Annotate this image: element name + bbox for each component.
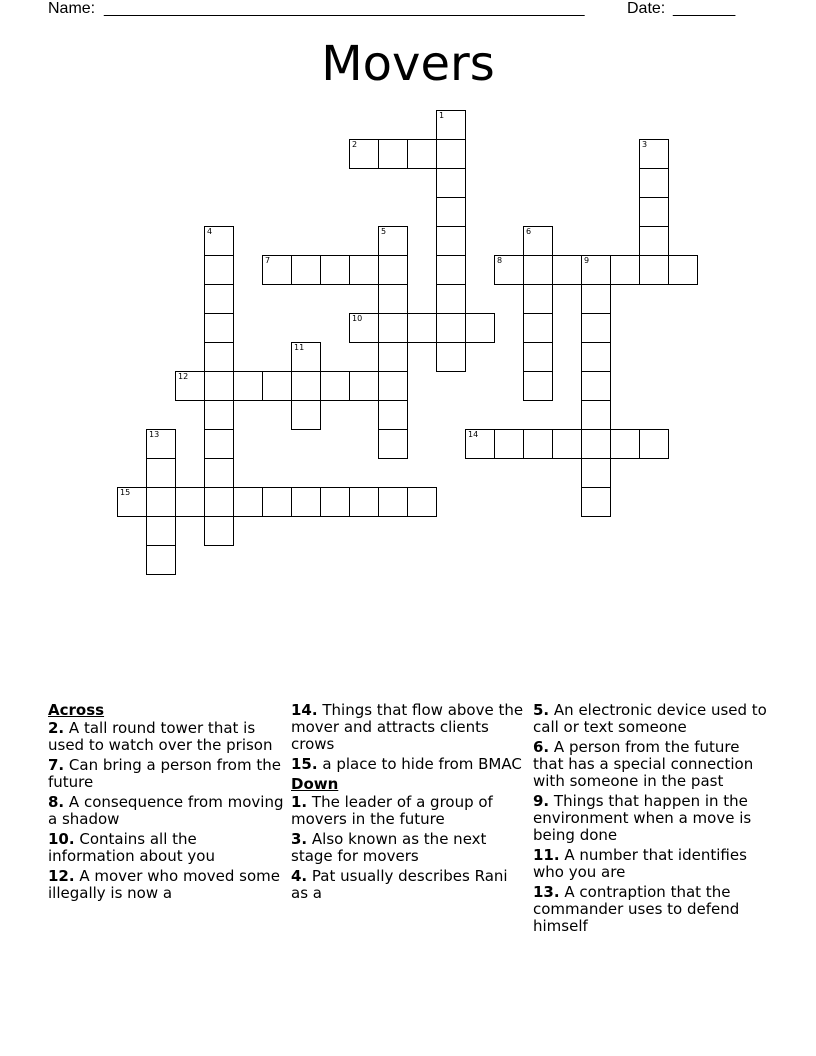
clue-across-14 [291, 702, 529, 753]
grid-cell[interactable] [204, 226, 234, 256]
grid-cell[interactable] [378, 226, 408, 256]
grid-cell[interactable] [465, 429, 495, 459]
grid-cell[interactable] [262, 487, 292, 517]
cell-number: 4 [207, 227, 213, 236]
clue-number: 9. [533, 792, 550, 810]
clue-text: The leader of a group of movers in the future [291, 793, 493, 828]
grid-cell[interactable] [639, 168, 669, 198]
clue-text: Pat usually describes Rani as a [291, 867, 508, 902]
clue-number: 8. [48, 793, 65, 811]
grid-cell[interactable] [204, 255, 234, 285]
clue-down-13 [533, 884, 771, 935]
clue-text: Things that flow above the mover and attracts clients crows [291, 701, 524, 753]
grid-cell[interactable] [320, 371, 350, 401]
clue-number: 4. [291, 867, 308, 885]
clue-number: 15. [291, 755, 318, 773]
grid-cell[interactable] [204, 400, 234, 430]
grid-cell[interactable] [349, 313, 379, 343]
grid-cell[interactable] [204, 342, 234, 372]
grid-cell[interactable] [378, 371, 408, 401]
clue-text: A consequence from moving a shadow [48, 793, 284, 828]
clue-down-4 [291, 868, 529, 902]
grid-cell[interactable] [204, 371, 234, 401]
clue-number: 10. [48, 830, 75, 848]
grid-cell[interactable] [291, 371, 321, 401]
cell-number: 9 [584, 256, 590, 265]
grid-cell[interactable] [407, 487, 437, 517]
clue-text: Can bring a person from the future [48, 756, 281, 791]
clue-number: 2. [48, 719, 65, 737]
clue-text: a place to hide from BMAC [322, 755, 522, 773]
clue-text: A mover who moved some illegally is now a [48, 867, 280, 902]
clue-column-1 [48, 702, 286, 905]
grid-cell[interactable] [407, 313, 437, 343]
grid-cell[interactable] [407, 139, 437, 169]
cell-number: 14 [468, 430, 479, 439]
cell-number: 2 [352, 140, 358, 149]
cell-number: 6 [526, 227, 532, 236]
grid-cell[interactable] [146, 545, 176, 575]
clue-down-11 [533, 847, 771, 881]
cell-number: 13 [149, 430, 160, 439]
grid-cell[interactable] [494, 429, 524, 459]
clue-column-2 [291, 702, 529, 905]
grid-cell[interactable] [639, 255, 669, 285]
grid-cell[interactable] [436, 284, 466, 314]
grid-cell[interactable] [552, 429, 582, 459]
grid-cell[interactable] [436, 255, 466, 285]
grid-cell[interactable] [175, 371, 205, 401]
grid-cell[interactable] [378, 139, 408, 169]
clue-down-1 [291, 794, 529, 828]
page-title: Movers [321, 36, 495, 92]
grid-cell[interactable] [639, 429, 669, 459]
name-field-line[interactable]: ______________________________________________________ [104, 0, 585, 17]
grid-cell[interactable] [523, 284, 553, 314]
grid-cell[interactable] [204, 516, 234, 546]
grid-cell[interactable] [494, 255, 524, 285]
grid-cell[interactable] [523, 226, 553, 256]
grid-cell[interactable] [581, 429, 611, 459]
clue-text: Things that happen in the environment when a move is being done [533, 792, 752, 844]
down-heading: Down [291, 775, 339, 793]
grid-cell[interactable] [233, 487, 263, 517]
grid-cell[interactable] [436, 197, 466, 227]
clue-number: 5. [533, 701, 550, 719]
clue-number: 13. [533, 883, 560, 901]
clue-number: 14. [291, 701, 318, 719]
grid-cell[interactable] [117, 487, 147, 517]
grid-cell[interactable] [262, 371, 292, 401]
clue-across-15 [291, 756, 529, 773]
cell-number: 10 [352, 314, 363, 323]
across-heading: Across [48, 701, 105, 719]
date-field-line[interactable]: _______ [673, 0, 736, 17]
grid-cell[interactable] [523, 342, 553, 372]
clue-across-8 [48, 794, 286, 828]
clue-column-3 [533, 702, 771, 938]
grid-cell[interactable] [639, 226, 669, 256]
clue-text: Contains all the information about you [48, 830, 215, 865]
grid-cell[interactable] [523, 429, 553, 459]
grid-cell[interactable] [639, 139, 669, 169]
clue-number: 1. [291, 793, 308, 811]
grid-cell[interactable] [204, 458, 234, 488]
grid-cell[interactable] [378, 255, 408, 285]
grid-cell[interactable] [610, 429, 640, 459]
grid-cell[interactable] [378, 284, 408, 314]
grid-cell[interactable] [320, 487, 350, 517]
grid-cell[interactable] [204, 284, 234, 314]
grid-cell[interactable] [349, 139, 379, 169]
cell-number: 8 [497, 256, 503, 265]
cell-number: 12 [178, 372, 189, 381]
grid-cell[interactable] [204, 487, 234, 517]
cell-number: 3 [642, 140, 648, 149]
cell-number: 7 [265, 256, 271, 265]
grid-cell[interactable] [146, 516, 176, 546]
grid-cell[interactable] [436, 226, 466, 256]
cell-number: 5 [381, 227, 387, 236]
clue-down-6 [533, 739, 771, 790]
grid-cell[interactable] [436, 168, 466, 198]
grid-cell[interactable] [465, 313, 495, 343]
grid-cell[interactable] [581, 284, 611, 314]
grid-cell[interactable] [436, 110, 466, 140]
clue-text: A number that identifies who you are [533, 846, 747, 881]
grid-cell[interactable] [581, 371, 611, 401]
cell-number: 11 [294, 343, 305, 352]
grid-cell[interactable] [291, 255, 321, 285]
grid-cell[interactable] [436, 313, 466, 343]
clue-text: A person from the future that has a special connection with someone in the past [533, 738, 754, 790]
grid-cell[interactable] [291, 342, 321, 372]
clue-number: 7. [48, 756, 65, 774]
grid-cell[interactable] [581, 313, 611, 343]
grid-cell[interactable] [204, 429, 234, 459]
clue-text: A contraption that the commander uses to defend himself [533, 883, 740, 935]
clue-text: Also known as the next stage for movers [291, 830, 487, 865]
grid-cell[interactable] [378, 429, 408, 459]
clue-text: A tall round tower that is used to watch over the prison [48, 719, 273, 754]
grid-cell[interactable] [378, 400, 408, 430]
grid-cell[interactable] [175, 487, 205, 517]
clue-text: An electronic device used to call or text someone [533, 701, 767, 736]
grid-cell[interactable] [581, 487, 611, 517]
date-label: Date: [627, 0, 666, 17]
grid-cell[interactable] [349, 255, 379, 285]
grid-cell[interactable] [320, 255, 350, 285]
clue-across-2 [48, 720, 286, 754]
clue-down-5 [533, 702, 771, 736]
grid-cell[interactable] [436, 139, 466, 169]
grid-cell[interactable] [610, 255, 640, 285]
clue-across-7 [48, 757, 286, 791]
clue-across-10 [48, 831, 286, 865]
clue-number: 12. [48, 867, 75, 885]
grid-cell[interactable] [378, 342, 408, 372]
grid-cell[interactable] [349, 371, 379, 401]
grid-cell[interactable] [204, 313, 234, 343]
grid-cell[interactable] [146, 487, 176, 517]
clue-down-3 [291, 831, 529, 865]
grid-cell[interactable] [291, 400, 321, 430]
grid-cell[interactable] [581, 458, 611, 488]
cell-number: 1 [439, 111, 445, 120]
cell-number: 15 [120, 488, 131, 497]
grid-cell[interactable] [291, 487, 321, 517]
grid-cell[interactable] [581, 342, 611, 372]
grid-cell[interactable] [523, 313, 553, 343]
grid-cell[interactable] [378, 487, 408, 517]
grid-cell[interactable] [233, 371, 263, 401]
grid-cell[interactable] [349, 487, 379, 517]
grid-cell[interactable] [146, 429, 176, 459]
clue-number: 6. [533, 738, 550, 756]
grid-cell[interactable] [639, 197, 669, 227]
grid-cell[interactable] [378, 313, 408, 343]
grid-cell[interactable] [668, 255, 698, 285]
clue-down-9 [533, 793, 771, 844]
grid-cell[interactable] [552, 255, 582, 285]
name-label: Name: [48, 0, 96, 17]
grid-cell[interactable] [146, 458, 176, 488]
header [48, 0, 768, 20]
grid-cell[interactable] [581, 255, 611, 285]
grid-cell[interactable] [523, 371, 553, 401]
clue-number: 3. [291, 830, 308, 848]
clue-number: 11. [533, 846, 560, 864]
grid-cell[interactable] [581, 400, 611, 430]
grid-cell[interactable] [436, 342, 466, 372]
grid-cell[interactable] [523, 255, 553, 285]
clue-across-12 [48, 868, 286, 902]
grid-cell[interactable] [262, 255, 292, 285]
